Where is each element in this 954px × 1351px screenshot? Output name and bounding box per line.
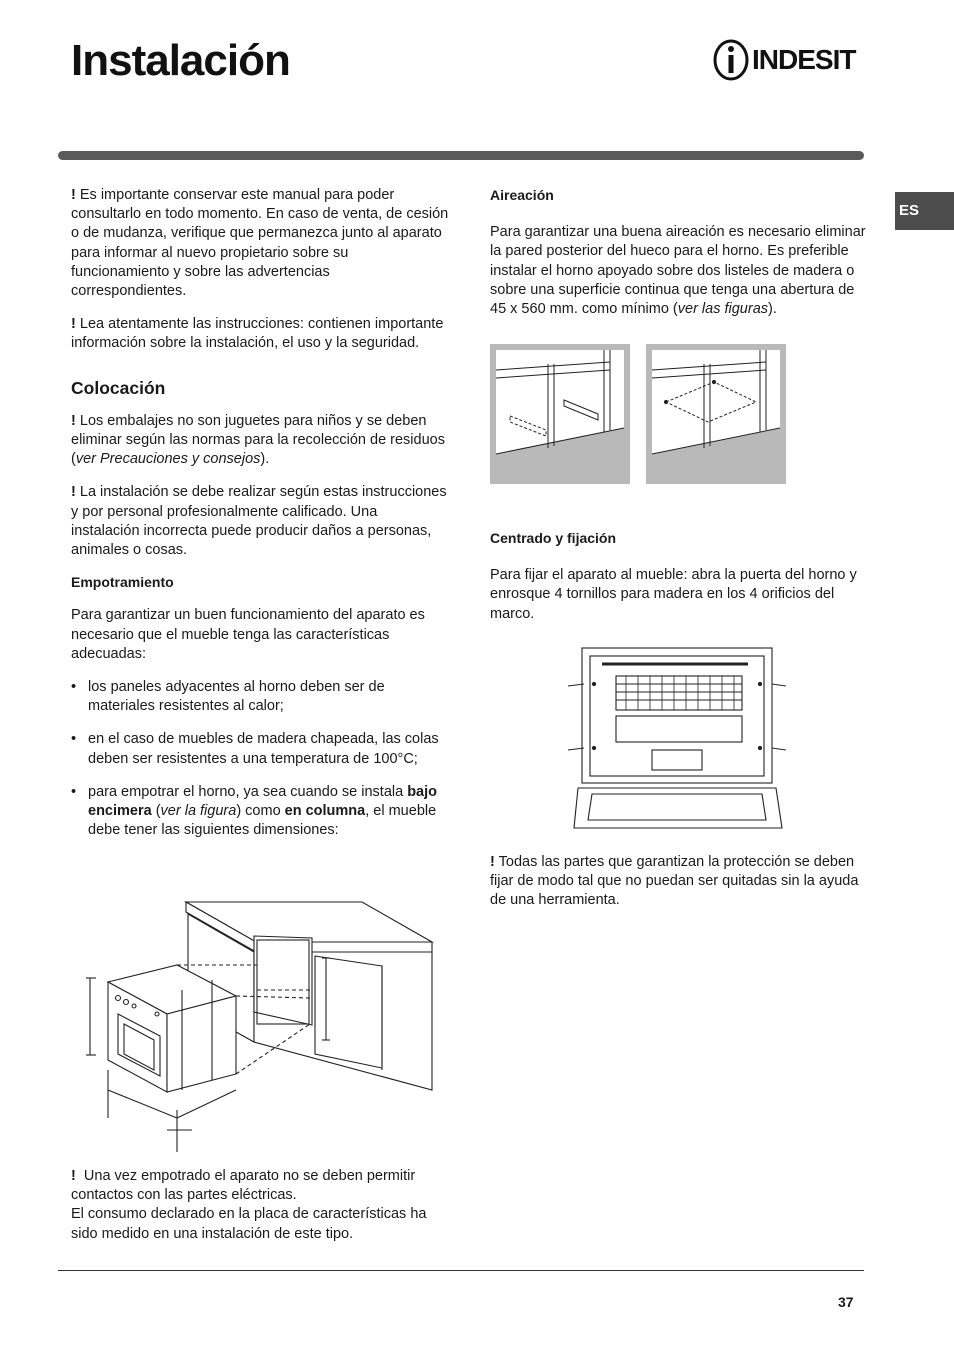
- indesit-logo-icon: [712, 38, 752, 82]
- paragraph-packaging: ! Los embalajes no son juguetes para niños y se deben eliminar según las normas para la recolección de residuos (ver Precauciones y consejos).: [71, 412, 445, 468]
- paragraph-electrical-contact: ! Una vez empotrado el aparato no se deben permitir contactos con las partes eléctricas.: [71, 1168, 416, 1204]
- protection-warning: [490, 853, 866, 911]
- requirements-list: [71, 678, 449, 840]
- paragraph-read-instructions: ! Lea atentamente las instrucciones: contienen importante información sobre la instalación, el uso y la seguridad.: [71, 316, 444, 352]
- paragraph-fixing-screws: Para fijar el aparato al mueble: abra la puerta del horno y enrosque 4 tornillos para madera en los 4 orificios del marco.: [490, 567, 857, 622]
- footer-rule: [58, 1270, 864, 1271]
- paragraph-protection-parts: ! Todas las partes que garantizan la protección se deben fijar de modo tal que no puedan ser quitadas sin la ayuda de una herramienta.: [490, 854, 859, 909]
- brand-name: INDESIT: [752, 44, 856, 75]
- paragraph-qualified-installer: ! La instalación se debe realizar según estas instrucciones y por personal profesionalmente calificado. Una instalación incorrecta puede producir daños a personas, animales o cosas.: [71, 484, 447, 559]
- language-tab: ES: [895, 192, 954, 230]
- page-number: 37: [838, 1294, 854, 1310]
- paragraph-keep-manual: ! Es importante conservar este manual para poder consultarlo en todo momento. En caso de venta, de cesión o de mudanza, verifique que permanezca junto al aparato para informar al nuevo propietario sobre su funcionamiento y sobre las advertencias correspondientes.: [71, 187, 449, 300]
- header-rule: [58, 151, 864, 160]
- right-column: [490, 186, 866, 319]
- paragraph-declared-consumption: El consumo declarado en la placa de características ha sido medido en una instalación de este tipo.: [71, 1206, 427, 1242]
- heading-colocacion: Colocación: [71, 377, 166, 398]
- list-item: • para empotrar el horno, ya sea cuando se instala bajo encimera (ver la figura) como en columna, el mueble debe tener las siguientes dimensiones:: [71, 783, 449, 841]
- paragraph-furniture-requirements: Para garantizar un buen funcionamiento del aparato es necesario que el mueble tenga las características adecuadas:: [71, 607, 425, 662]
- paragraph-ventilation: Para garantizar una buena aireación es necesario eliminar la pared posterior del hueco para el horno. Es preferible instalar el horno apoyado sobre dos listeles de madera o sobre una superficie continua que tenga una abertura de 45 x 560 mm. como mínimo (ver las figuras).: [490, 224, 866, 318]
- heading-centrado-fijacion: Centrado y fijación: [490, 530, 617, 546]
- ventilation-figure-slats: [490, 344, 630, 484]
- left-column: [71, 186, 449, 840]
- built-in-installation-figure: [82, 890, 442, 1160]
- electrical-warning: [71, 1167, 449, 1244]
- heading-aireacion: Aireación: [490, 187, 554, 203]
- ventilation-figure-continuous-surface: [646, 344, 786, 484]
- list-item: • en el caso de muebles de madera chapeada, las colas deben ser resistentes a una temperatura de 100°C;: [71, 730, 449, 768]
- oven-front-figure: [568, 640, 788, 835]
- heading-empotramiento: Empotramiento: [71, 574, 174, 591]
- page-title: Instalación: [71, 36, 290, 85]
- list-item: • los paneles adyacentes al horno deben ser de materiales resistentes al calor;: [71, 678, 449, 716]
- centering-section: [490, 529, 866, 624]
- brand-logo: [712, 38, 872, 82]
